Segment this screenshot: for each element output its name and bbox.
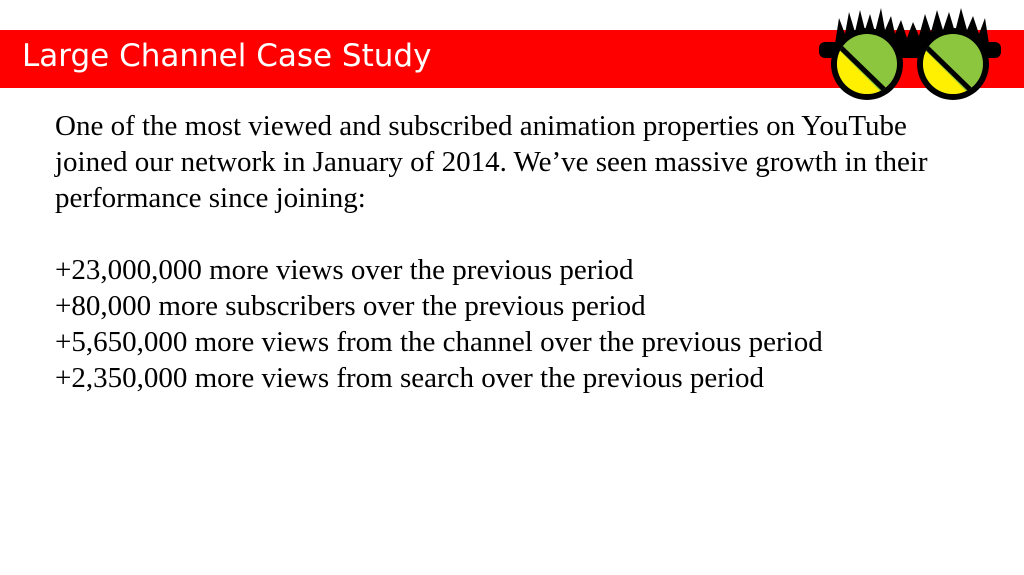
paragraph-spacer bbox=[55, 216, 985, 252]
slide-body bbox=[55, 108, 985, 396]
stat-subscribers: +80,000 more subscribers over the previous period bbox=[55, 290, 646, 322]
stat-views: +23,000,000 more views over the previous period bbox=[55, 254, 634, 286]
glasses-logo-icon bbox=[815, 4, 1005, 104]
slide-title: Large Channel Case Study bbox=[22, 38, 432, 74]
intro-paragraph: One of the most viewed and subscribed animation properties on YouTube joined our network in January of 2014. We’ve seen massive growth in their performance since joining: bbox=[55, 110, 928, 214]
stat-search-views: +2,350,000 more views from search over the previous period bbox=[55, 362, 764, 394]
stat-channel-views: +5,650,000 more views from the channel over the previous period bbox=[55, 326, 823, 358]
